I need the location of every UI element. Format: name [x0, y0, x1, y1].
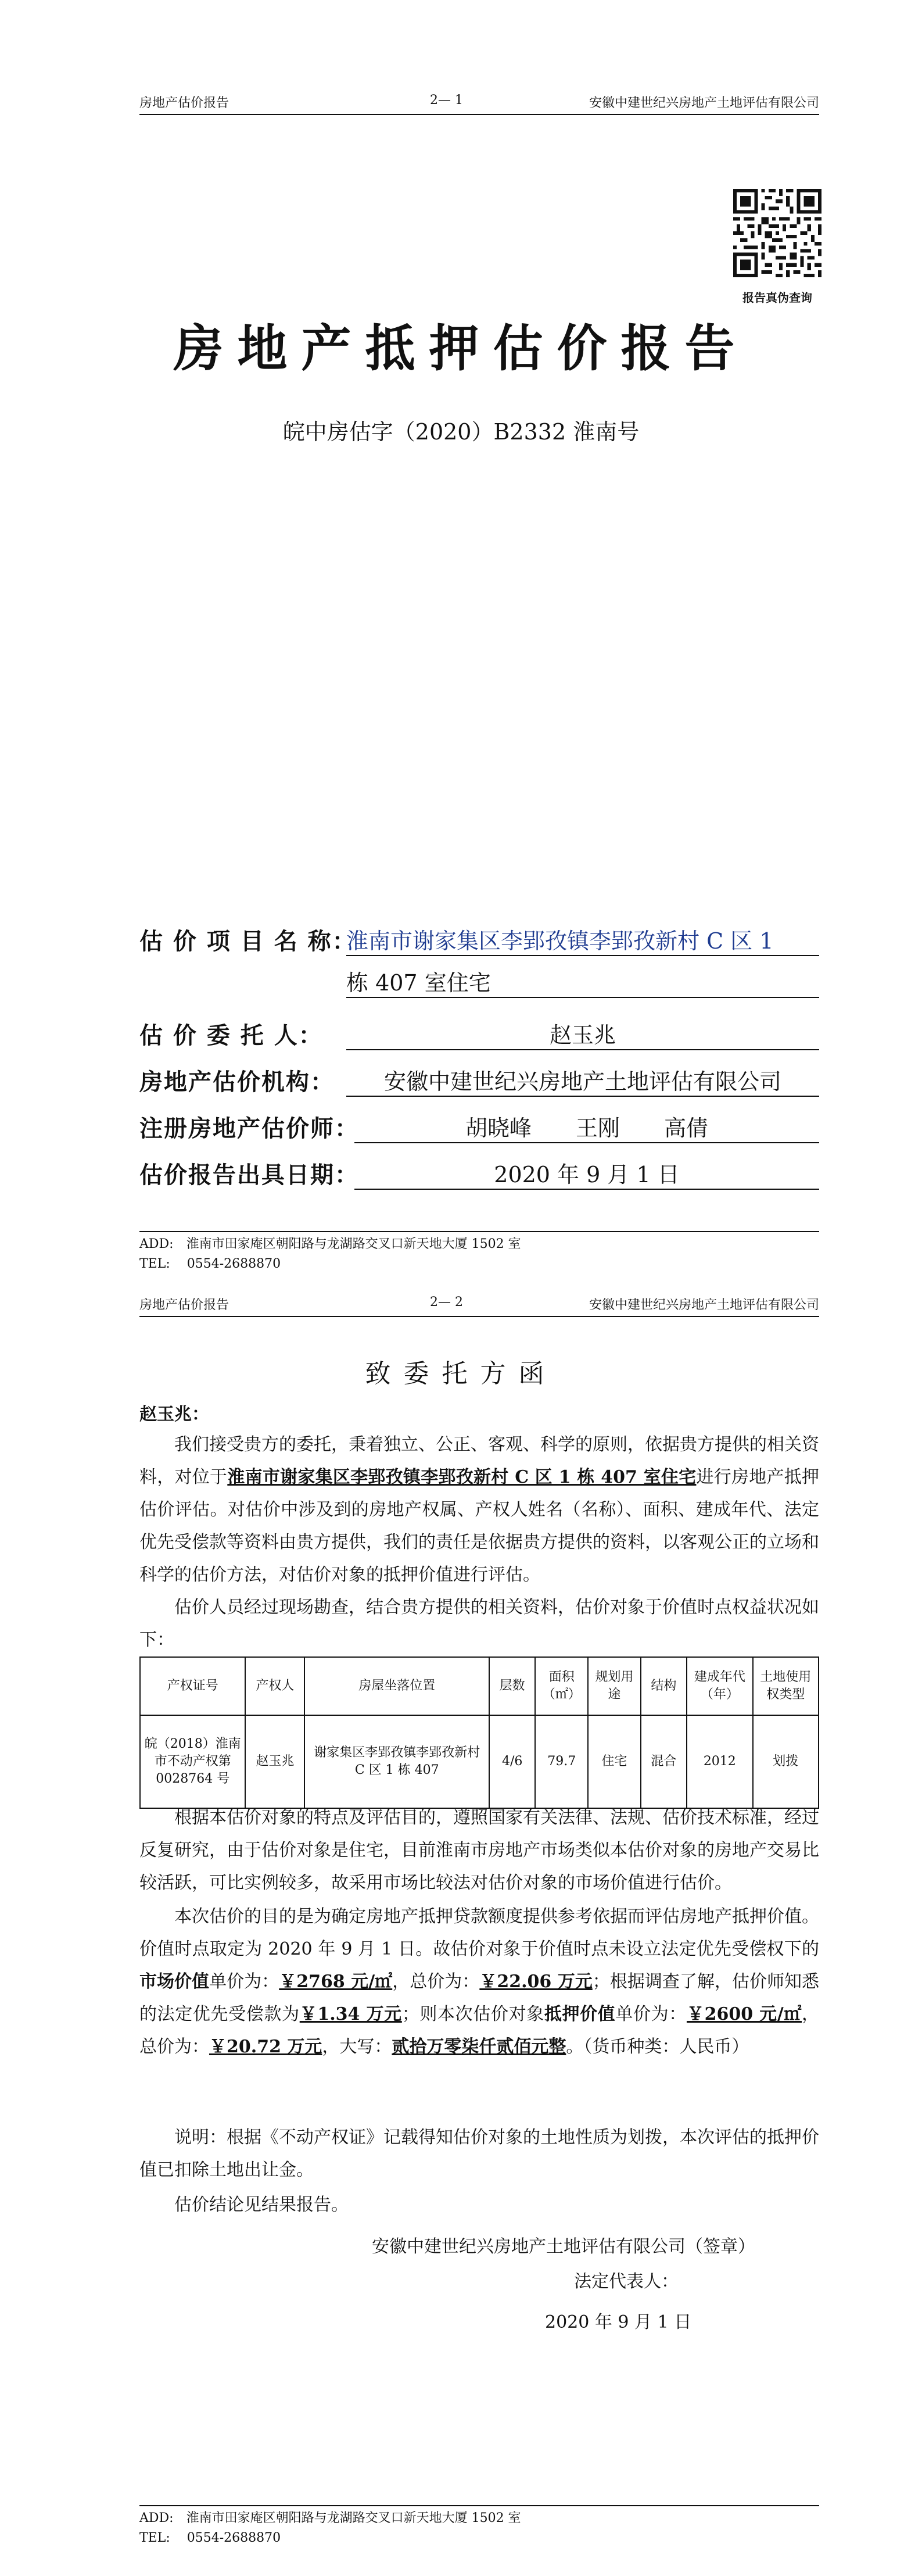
qr-code-icon[interactable] [733, 189, 821, 277]
letter-paragraph-3: 根据本估价对象的特点及评估目的，遵照国家有关法律、法规、估价技术标准，经过反复研究，由于估价对象是住宅，目前淮南市房地产市场类似本估价对象的房地产交易比较活跃，可比实例较多，故采用市场比较法对估价对象的市场价值进行估价。 [139, 1808, 819, 1893]
running-header [139, 93, 819, 115]
footer-addr-line: ADD: 淮南市田家庵区朝阳路与龙湖路交叉口新天地大厦 1502 室 [139, 2511, 521, 2525]
letter-paragraph-1 [139, 1429, 819, 1591]
agency-value: 安徽中建世纪兴房地产土地评估有限公司 [346, 1064, 819, 1097]
header-page-number: 2— 1 [430, 93, 463, 108]
client-value: 赵玉兆 [346, 1017, 819, 1050]
market-value-label: 市场价值 [139, 1972, 210, 1992]
footer-rule [139, 1231, 819, 1232]
cell-structure: 混合 [641, 1715, 687, 1808]
cell-area: 79.7 [535, 1715, 588, 1808]
letter-paragraph-6: 估价结论见结果报告。 [174, 2195, 349, 2215]
entrustment-letter-page [0, 1285, 922, 2576]
p4-text: 单价为： [615, 2004, 687, 2024]
table-header-row [140, 1657, 819, 1715]
signature-company: 安徽中建世纪兴房地产土地评估有限公司（签章） [372, 2237, 755, 2257]
p1-text-cont: 进行房地产抵押估价评估。对估价中涉及到的房地产权属、产权人姓名（名称）、面积、建成年代、法定优先受偿款等资料由贵方提供，我们的责任是依据贵方提供的资料，以客观公正的立场和科学的估价方法，对估价对象的抵押价值进行评估。 [139, 1467, 820, 1585]
report-cover-page [0, 0, 922, 1285]
footer-address [139, 1235, 521, 1274]
project-name-line1: 淮南市谢家集区李郢孜镇李郢孜新村 C 区 1 [346, 923, 819, 956]
property-table [139, 1656, 819, 1809]
p4-text: 。（货币种类：人民币） [566, 2037, 749, 2057]
cell-cert-no: 皖（2018）淮南市不动产权第 0028764 号 [140, 1715, 245, 1808]
p4-text: ，大写： [322, 2037, 392, 2057]
market-unit-price: ￥2768 元/㎡ [279, 1972, 393, 1992]
project-name-label: 估 价 项 目 名 称： [139, 928, 357, 955]
table-row [140, 1715, 819, 1808]
priority-claim-amount: ￥1.34 万元 [299, 2004, 402, 2024]
mortgage-value-label: 抵押价值 [544, 2004, 616, 2024]
cell-built-year: 2012 [687, 1715, 752, 1808]
p4-text: ，总价为： [139, 2004, 820, 2057]
letter-paragraph-2: 估价人员经过现场勘查，结合贵方提供的相关资料，估价对象于价值时点权益状况如下： [139, 1597, 819, 1650]
cell-land-type: 划拨 [753, 1715, 819, 1808]
p4-text: 单价为： [209, 1972, 279, 1992]
p1-text: 我们接受贵方的委托，秉着独立、公正、客观、科学的原则，依据贵方提供的相关资料，对位于 [139, 1434, 819, 1487]
col-structure: 结构 [641, 1657, 687, 1715]
header-company: 安徽中建世纪兴房地产土地评估有限公司 [589, 96, 819, 110]
report-title: 房地产抵押估价报告 [173, 319, 749, 378]
footer-address [139, 2509, 521, 2548]
col-built-year: 建成年代（年） [687, 1657, 752, 1715]
cell-owner: 赵玉兆 [245, 1715, 304, 1808]
col-area: 面积（㎡） [535, 1657, 588, 1715]
letter-paragraph-5: 说明：根据《不动产权证》记载得知估价对象的土地性质为划拨，本次评估的抵押价值已扣除土地出让金。 [139, 2127, 819, 2180]
client-label: 估 价 委 托 人： [139, 1022, 323, 1049]
agency-label: 房地产估价机构： [139, 1068, 335, 1096]
letter-paragraph-4 [139, 1901, 819, 2063]
letter-title: 致委托方函 [365, 1359, 557, 1389]
report-date-value: 2020 年 9 月 1 日 [354, 1157, 819, 1190]
footer-addr-line: ADD: 淮南市田家庵区朝阳路与龙湖路交叉口新天地大厦 1502 室 [139, 1237, 521, 1251]
signature-date: 2020 年 9 月 1 日 [545, 2312, 692, 2332]
header-left: 房地产估价报告 [139, 1298, 229, 1312]
market-total-price: ￥22.06 万元 [479, 1972, 593, 1992]
header-company: 安徽中建世纪兴房地产土地评估有限公司 [589, 1298, 819, 1312]
document-number: 皖中房估字（2020）B2332 淮南号 [282, 419, 640, 445]
header-left: 房地产估价报告 [139, 96, 229, 110]
property-address: 淮南市谢家集区李郢孜镇李郢孜新村 C 区 1 栋 407 室住宅 [227, 1467, 697, 1487]
qr-caption: 报告真伪查询 [742, 291, 812, 305]
signature-legal-rep: 法定代表人： [574, 2271, 679, 2292]
col-land-type: 土地使用权类型 [753, 1657, 819, 1715]
p4-text: ；根据调查了解，估价师知悉的法定优先受偿款为 [139, 1972, 820, 2024]
header-page-number: 2— 2 [430, 1295, 463, 1310]
col-usage: 规划用途 [588, 1657, 641, 1715]
project-name-line2: 栋 407 室住宅 [346, 965, 819, 998]
footer-rule [139, 2505, 819, 2506]
p4-text: ，总价为： [392, 1972, 480, 1992]
cell-usage: 住宅 [588, 1715, 641, 1808]
col-owner: 产权人 [245, 1657, 304, 1715]
footer-tel-line: TEL: 0554-2688870 [139, 1257, 281, 1271]
amount-in-words: 贰拾万零柒仟贰佰元整 [392, 2037, 566, 2057]
appraisers-label: 注册房地产估价师： [139, 1115, 359, 1142]
appraisers-value: 胡晓峰 王刚 高倩 [354, 1110, 819, 1143]
p4-text: ；则本次估价对象 [401, 2004, 544, 2024]
mortgage-unit-price: ￥2600 元/㎡ [686, 2004, 802, 2024]
p4-text: 本次估价的目的是为确定房地产抵押贷款额度提供参考依据而评估房地产抵押价值。价值时点取定为 2020 年 9 月 1 日。故估价对象于价值时点未设立法定优先受偿权下的 [139, 1906, 819, 1959]
running-header [139, 1295, 819, 1317]
col-cert-no: 产权证号 [140, 1657, 245, 1715]
cell-floors: 4/6 [489, 1715, 535, 1808]
report-date-label: 估价报告出具日期： [139, 1161, 359, 1189]
cell-location: 谢家集区李郢孜镇李郢孜新村 C 区 1 栋 407 [304, 1715, 489, 1808]
letter-addressee: 赵玉兆： [139, 1404, 209, 1425]
footer-tel-line: TEL: 0554-2688870 [139, 2531, 281, 2545]
col-location: 房屋坐落位置 [304, 1657, 489, 1715]
mortgage-total-price: ￥20.72 万元 [209, 2037, 322, 2057]
col-floors: 层数 [489, 1657, 535, 1715]
